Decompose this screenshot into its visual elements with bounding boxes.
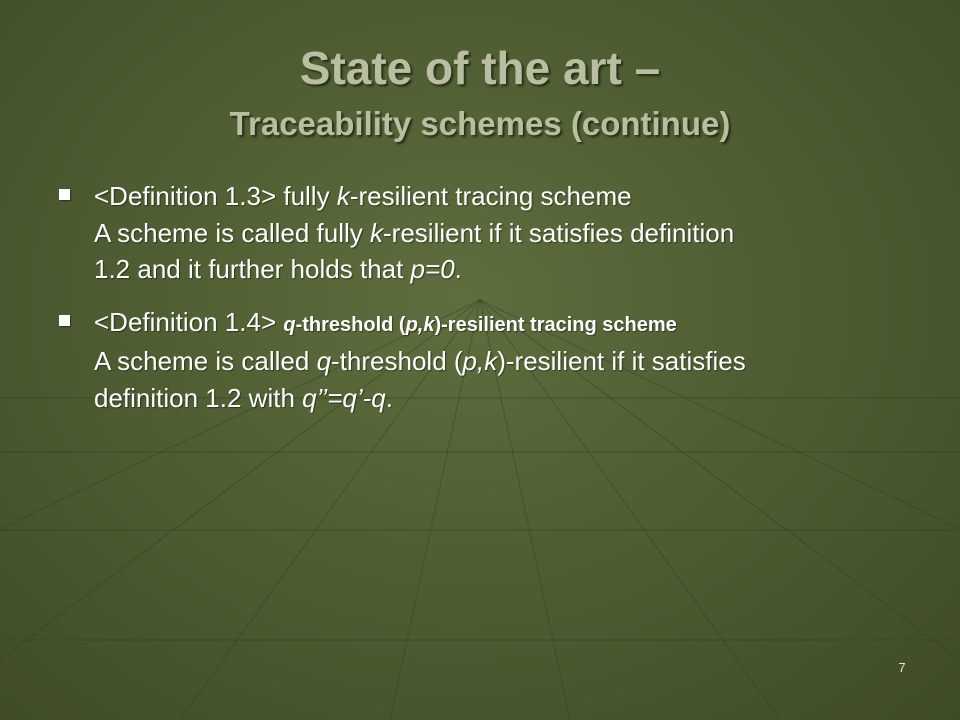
italic-run: p,k <box>462 346 498 376</box>
text-run: -threshold ( <box>295 313 406 336</box>
bullet-definition-1-3 <box>56 178 936 288</box>
text-run: definition 1.2 with <box>94 382 303 413</box>
definition-text <box>94 380 936 417</box>
italic-run: k <box>336 181 350 211</box>
small-bold-heading <box>283 314 676 336</box>
italic-run: q <box>316 346 332 376</box>
italic-run: q’’=q’-q <box>302 382 386 413</box>
definition-text <box>94 343 936 380</box>
definition-heading <box>94 178 936 215</box>
text-run: -resilient tracing scheme <box>349 181 632 211</box>
square-bullet-icon <box>59 315 70 326</box>
slide-subtitle: Traceability schemes (continue) <box>229 105 731 142</box>
text-run: -threshold ( <box>331 346 463 376</box>
bullet-list <box>56 178 936 432</box>
text-run: -resilient if it satisfies definition <box>383 217 735 248</box>
italic-run: q <box>283 313 296 336</box>
definition-text <box>94 251 936 288</box>
slide-title: State of the art – <box>299 42 661 94</box>
square-bullet-icon <box>59 189 70 200</box>
text-run: <Definition 1.3> fully <box>94 181 337 211</box>
definition-heading <box>94 304 936 344</box>
text-run: )-resilient if it satisfies <box>497 346 746 376</box>
italic-run: p,k <box>405 313 435 336</box>
text-run: A scheme is called fully <box>94 217 371 248</box>
text-run: . <box>454 254 462 284</box>
text-run: 1.2 and it further holds that <box>94 254 411 284</box>
page-number: 7 <box>898 660 906 675</box>
bullet-definition-1-4 <box>56 304 936 417</box>
italic-run: p=0 <box>410 254 455 284</box>
text-run: A scheme is called <box>94 346 317 376</box>
definition-text <box>94 215 936 252</box>
text-run: . <box>385 382 393 413</box>
text-run: )-resilient tracing scheme <box>434 313 677 336</box>
text-run: <Definition 1.4> <box>94 306 284 337</box>
italic-run: k <box>370 217 384 248</box>
